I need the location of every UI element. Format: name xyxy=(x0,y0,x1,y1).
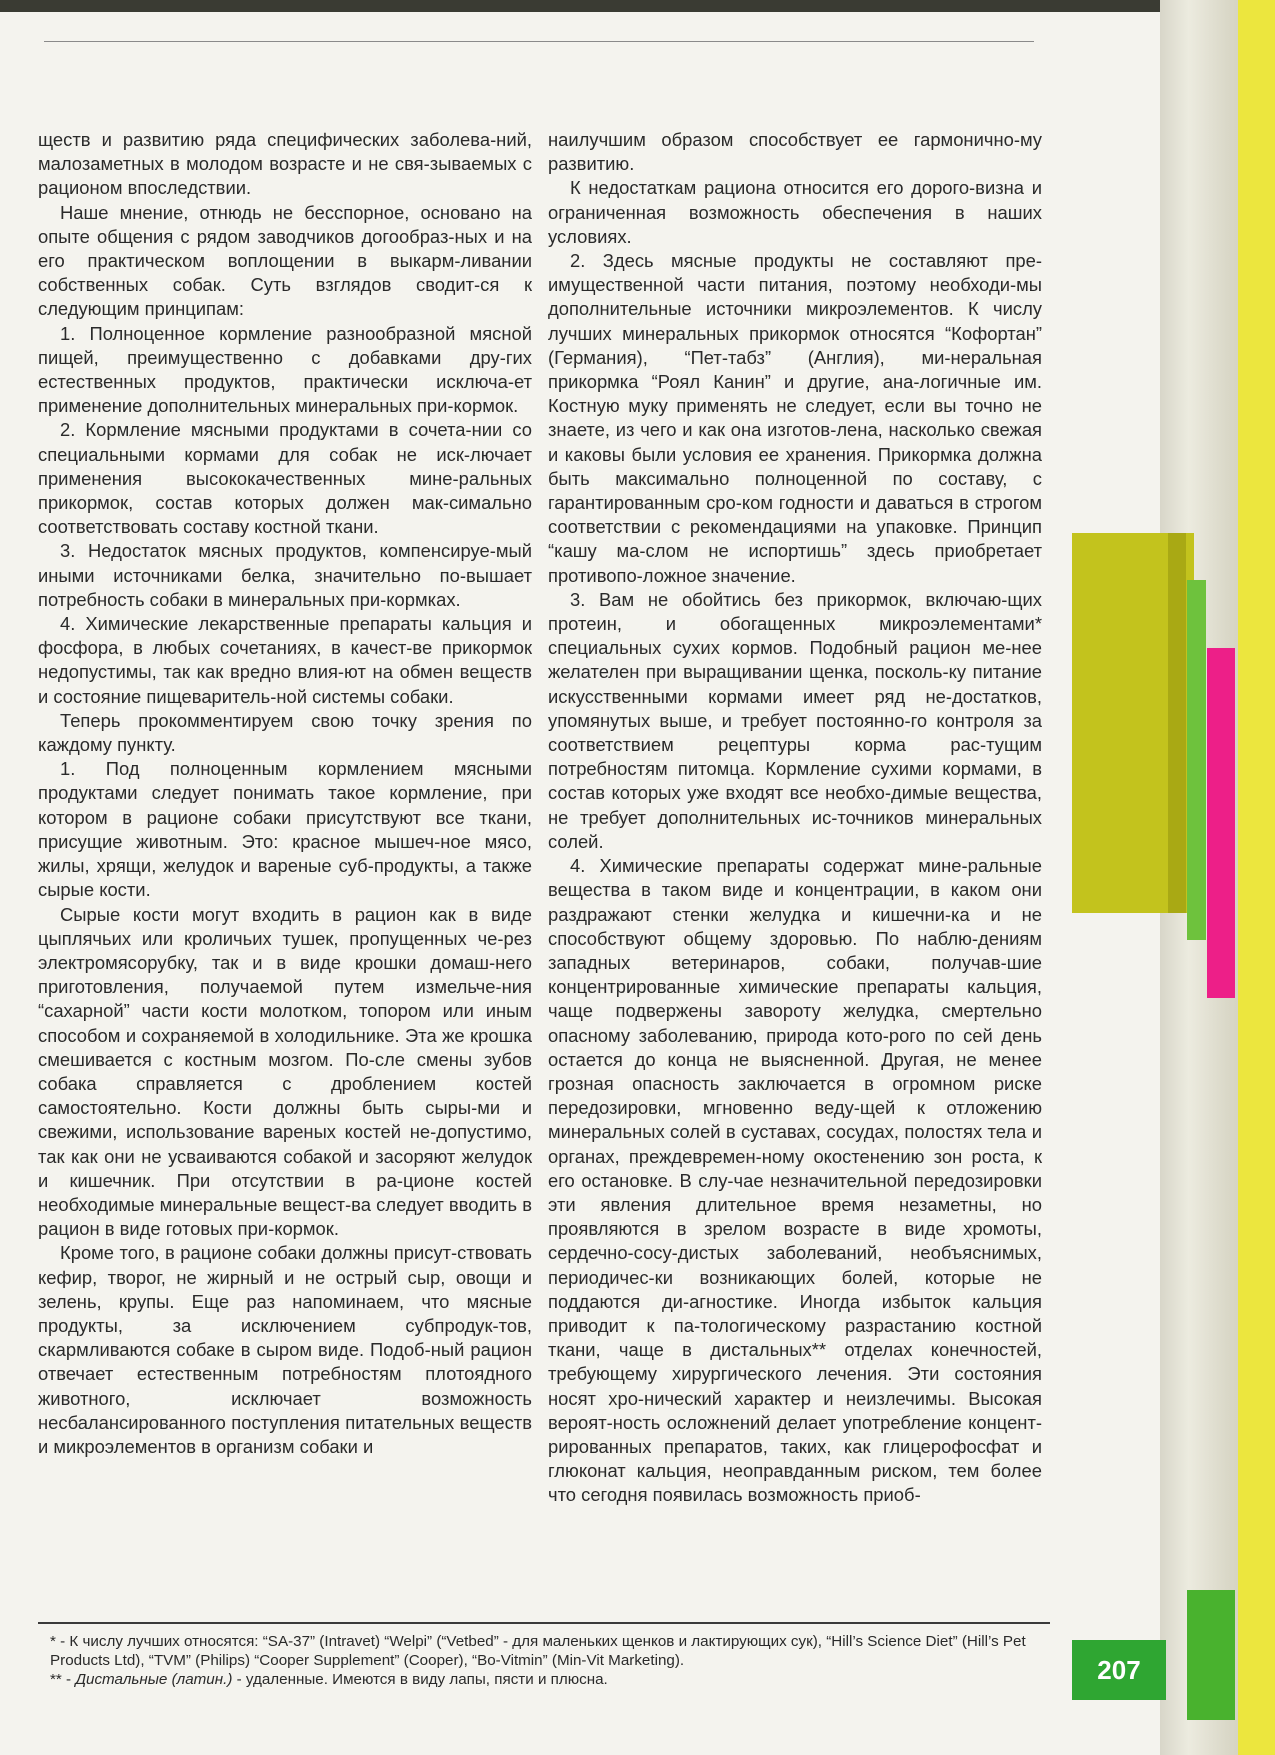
page-number-box xyxy=(1072,1640,1166,1700)
paragraph: 4. Химические препараты содержат мине-ральные вещества в таком виде и концентрации, в каком они раздражают стенки желудка и кишечни-ка и не способствуют общему здоровью. По наблю-дениям западных ветеринаров, собаки, получав-шие концентрированные химические препараты кальция, чаще подвержены завороту желудка, смертельно опасному заболеванию, природа кото-рого по сей день остается до конца не выясненной. Другая, не менее грозная опасность заключается в огромном риске передозировки, мгновенно веду-щей к отложению минеральных солей в суставах, сосудах, полостях тела и органах, преждевремен-ному окостенению зон роста, к его остановке. В слу-чае незначительной передозировки эти явления длительное время незаметны, но проявляются в зрелом возрасте в виде хромоты, сердечно-сосу-дистых заболеваний, необъяснимых, периодичес-ки возникающих болей, которые не поддаются ди-агностике. Иногда избыток кальция приводит к па-тологическому разрастанию костной ткани, чаще в дистальных** отделах конечностей, требующему хирургического лечения. Эти состояния носят хро-нический характер и неизлечимы. Высокая вероят-ность осложнений делает употребление концент-рированных препаратов, таких, как глицерофосфат и глюконат кальция, неоправданным риском, тем более что сегодня появилась возможность приоб- xyxy=(548,855,1042,1506)
pink-index-tab xyxy=(1207,648,1235,998)
left-text-column xyxy=(38,128,532,1459)
paragraph: наилучшим образом способствует ее гармонично-му развитию. xyxy=(548,129,1042,175)
footnote-2-text: - удаленные. Имеются в виду лапы, пясти и плюсна. xyxy=(232,1671,608,1688)
right-text-column xyxy=(548,128,1042,1508)
olive-index-tab-edge xyxy=(1168,533,1186,913)
paragraph: 1. Под полноценным кормлением мясными продуктами следует понимать такое кормление, при котором в рационе собаки присутствуют все ткани, присущие животным. Это: красное мышеч-ное мясо, жилы, хрящи, желудок и вареные суб-продукты, а также сырые кости. xyxy=(38,758,532,901)
footnote-2-term: Дистальные (латин.) xyxy=(75,1671,233,1688)
footnotes xyxy=(50,1632,1060,1689)
green-index-tab xyxy=(1187,580,1206,940)
paragraph: 3. Вам не обойтись без прикормок, включаю-щих протеин, и обогащенных микроэлементами* специальных сухих кормов. Подобный рацион ме-нее желателен при выращивании щенка, посколь-ку питание искусственными кормами имеет ряд не-достатков, упомянутых выше, и требует постоянно-го контроля за соответствием рецептуры корма рас-тущим потребностям питомца. Кормление сухими кормами, в состав которых уже входят все необхо-димые вещества, не требует дополнительных ис-точников минеральных солей. xyxy=(548,588,1042,852)
paragraph: Наше мнение, отнюдь не бесспорное, основано на опыте общения с рядом заводчиков догообраз-ных и на его практическом воплощении в выкарм-ливании собственных собак. Суть взглядов сводит-ся к следующим принципам: xyxy=(38,201,532,320)
footnote-2-prefix: ** - xyxy=(50,1671,76,1688)
paragraph: 1. Полноценное кормление разнообразной мясной пищей, преимущественно с добавками дру-гих естественных продуктов, практически исключа-ет применение дополнительных минеральных при-кормок. xyxy=(38,322,532,417)
paragraph: 2. Кормление мясными продуктами в сочета-нии со специальными кормами для собак не иск-лючает применения высококачественных мине-ральных прикормок, состав которых должен мак-симально соответствовать составу костной ткани. xyxy=(38,419,532,538)
paragraph: ществ и развитию ряда специфических заболева-ний, малозаметных в молодом возрасте и не свя-зываемых с рационом впоследствии. xyxy=(38,129,532,199)
paragraph: Сырые кости могут входить в рацион как в виде цыплячьих или кроличьих тушек, пропущенных че-рез электромясорубку, так и в виде крошки домаш-него приготовления, получаемой путем измельче-ния “сахарной” части кости молотком, топором или иным способом и сохраняемой в холодильнике. Эта же крошка смешивается с костным мозгом. По-сле смены зубов собака справляется с дроблением костей самостоятельно. Кости должны быть сыры-ми и свежими, использование вареных костей не-допустимо, так как они не усваиваются собакой и засоряют желудок и кишечник. При отсутствии в ра-ционе костей необходимые минеральные вещест-ва следует вводить в рацион в виде готовых при-кормок. xyxy=(38,903,532,1240)
green-lower-tab xyxy=(1187,1590,1235,1720)
top-shadow-strip xyxy=(0,0,1160,12)
footnote-2 xyxy=(50,1670,1060,1689)
header-rule xyxy=(44,41,1034,42)
footnote-rule xyxy=(38,1622,1050,1624)
paragraph: К недостаткам рациона относится его дорого-визна и ограниченная возможность обеспечения в наших условиях. xyxy=(548,177,1042,247)
paragraph: 3. Недостаток мясных продуктов, компенсируе-мый иными источниками белка, значительно по-вышает потребность собаки в минеральных при-кормках. xyxy=(38,540,532,610)
paragraph: Кроме того, в рационе собаки должны присут-ствовать кефир, творог, не жирный и не острый сыр, овощи и зелень, крупы. Еще раз напоминаем, что мясные продукты, за исключением субпродук-тов, скармливаются собаке в сыром виде. Подоб-ный рацион отвечает естественным потребностям плотоядного животного, исключает возможность несбалансированного поступления питательных веществ и микроэлементов в организм собаки и xyxy=(38,1242,532,1457)
yellow-edge-tab xyxy=(1238,0,1275,1755)
page-number: 207 xyxy=(1097,1654,1141,1685)
paragraph: 2. Здесь мясные продукты не составляют пре-имущественной части питания, поэтому необходи-мы дополнительные источники микроэлементов. К числу лучших минеральных прикормок относятся “Кофортан” (Германия), “Пет-табз” (Англия), ми-неральная прикормка “Роял Канин” и другие, ана-логичные им. Костную муку применять не следует, если вы точно не знаете, из чего и как она изготов-лена, насколько свежая и каковы были условия ее хранения. Прикормка должна быть максимально полноценной по составу, с гарантированным сро-ком годности и даваться в строгом соответствии с рекомендациями на упаковке. Принцип “кашу ма-слом не испортишь” здесь приобретает противопо-ложное значение. xyxy=(548,250,1042,586)
paragraph: Теперь прокомментируем свою точку зрения по каждому пункту. xyxy=(38,709,532,756)
footnote-1: * - К числу лучших относятся: “SA-37” (Intravet) “Welpi” (“Vetbed” - для маленьких щенков и лактирующих сук), “Hill’s Science Diet” (Hill’s Pet Products Ltd), “TVM” (Philips) “Cooper Supplement” (Cooper), “Bo-Vitmin” (Min-Vit Marketing). xyxy=(50,1633,1026,1669)
paragraph: 4. Химические лекарственные препараты кальция и фосфора, в любых сочетаниях, в качест-ве прикормок недопустимы, так как вредно влия-ют на обмен веществ и состояние пищеваритель-ной системы собаки. xyxy=(38,613,532,707)
